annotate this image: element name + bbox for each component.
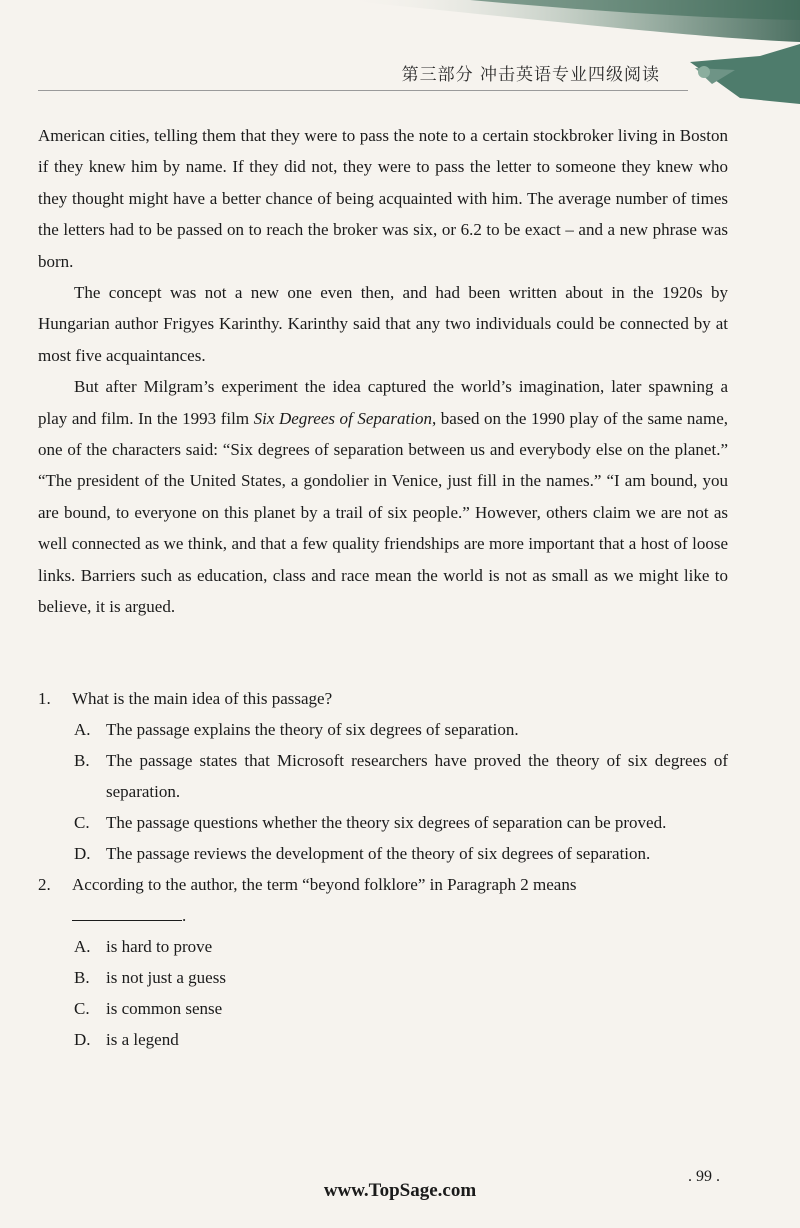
option-text: is common sense: [106, 999, 223, 1018]
question-list: [38, 683, 728, 1055]
paragraph-3-text-start: But after Milgram’s experiment the idea captured the world’s imagination, later spawning a play and film. In the 1993 film: [38, 377, 728, 428]
option-text: is hard to prove: [106, 937, 213, 956]
question-1: [38, 683, 728, 869]
option-letter: B.: [74, 968, 90, 987]
option-letter: D.: [74, 844, 91, 863]
option-c[interactable]: [38, 993, 728, 1024]
option-letter: A.: [74, 937, 91, 956]
question-stem-end: .: [182, 906, 187, 925]
passage-paragraph-3: [38, 371, 728, 622]
question-stem: What is the main idea of this passage?: [72, 689, 333, 708]
option-a[interactable]: [38, 714, 728, 745]
film-title: Six Degrees of Separation: [253, 408, 432, 428]
option-text: is a legend: [106, 1030, 179, 1049]
question-stem-text: According to the author, the term “beyond folklore” in Paragraph 2 means: [72, 875, 577, 894]
paragraph-3-text-end: , based on the 1990 play of the same name, one of the characters said: “Six degrees of separation between us and everybody else on the planet.” “The president of the United States, a gondolier in Venice, just fill in the names.” “I am bound, you are bound, to everyone on this planet by a trail of six people.” However, others claim we are not as well connected as we think, and that a few quality friendships are more important that a host of loose links. Barriers such as education, class and race mean the world is not as small as we might like to believe, it is argued.: [38, 408, 729, 617]
answer-blank[interactable]: [72, 902, 182, 921]
option-c[interactable]: [38, 807, 728, 838]
option-letter: C.: [74, 999, 90, 1018]
option-d[interactable]: [38, 1024, 728, 1055]
option-b[interactable]: [38, 962, 728, 993]
section-title: 第三部分 冲击英语专业四级阅读: [401, 65, 660, 85]
option-letter: D.: [74, 1030, 91, 1049]
option-text: The passage reviews the development of the theory of six degrees of separation.: [106, 844, 651, 863]
footer-url-link[interactable]: www.TopSage.com: [323, 1180, 477, 1201]
option-a[interactable]: [38, 931, 728, 962]
option-text: The passage explains the theory of six degrees of separation.: [106, 720, 519, 739]
page-number: . 99 .: [688, 1168, 720, 1185]
reading-passage: [38, 120, 728, 623]
passage-paragraph-1: American cities, telling them that they were to pass the note to a certain stockbroker living in Boston if they knew him by name. If they did not, they were to pass the letter to someone they knew who they thought might have a better chance of being acquainted with him. The average number of times the letters had to be passed on to reach the broker was six, or 6.2 to be exact – and a new phrase was born.: [38, 126, 728, 271]
option-b[interactable]: [38, 745, 728, 807]
option-letter: B.: [74, 751, 90, 770]
option-letter: A.: [74, 720, 91, 739]
header-divider: [38, 90, 688, 91]
question-2: [38, 869, 728, 1055]
question-stem: [72, 869, 728, 931]
passage-paragraph-2: The concept was not a new one even then, and had been written about in the 1920s by Hungarian author Frigyes Karinthy. Karinthy said that any two individuals could be connected by at most five acquaintances.: [38, 283, 728, 365]
leaf-decoration-icon: [690, 44, 800, 104]
option-text: The passage states that Microsoft researchers have proved the theory of six degrees of separation.: [106, 751, 728, 801]
option-letter: C.: [74, 813, 90, 832]
option-d[interactable]: [38, 838, 728, 869]
question-number: 1.: [38, 689, 51, 708]
option-text: is not just a guess: [106, 968, 226, 987]
question-number: 2.: [38, 875, 51, 894]
option-text: The passage questions whether the theory six degrees of separation can be proved.: [106, 813, 667, 832]
header-banner: [0, 0, 800, 110]
